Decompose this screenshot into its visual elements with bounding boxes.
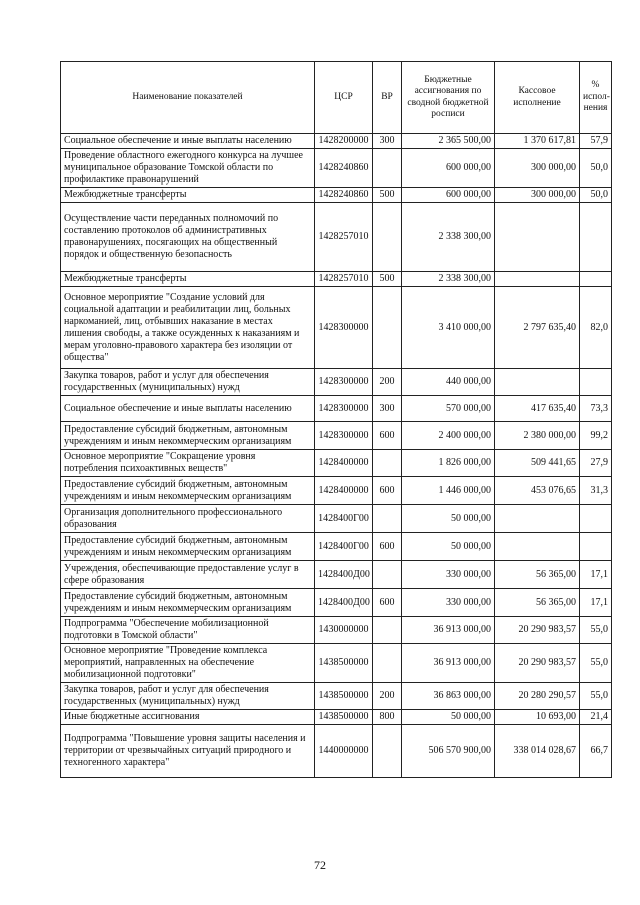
cell-vr: 600 xyxy=(373,422,402,450)
table-row xyxy=(61,561,612,589)
cell-allocation: 50 000,00 xyxy=(402,533,495,561)
cell-name: Предоставление субсидий бюджетным, автономным учреждениям и иным некоммерческим организациям xyxy=(61,477,315,505)
table-row xyxy=(61,644,612,683)
cell-percent: 55,0 xyxy=(580,683,612,710)
cell-name: Закупка товаров, работ и услуг для обеспечения государственных (муниципальных) нужд xyxy=(61,683,315,710)
cell-execution: 338 014 028,67 xyxy=(495,725,580,778)
cell-vr: 600 xyxy=(373,589,402,617)
cell-code: 1428300000 xyxy=(315,369,373,396)
table-row xyxy=(61,533,612,561)
cell-execution xyxy=(495,505,580,533)
cell-allocation: 3 410 000,00 xyxy=(402,287,495,369)
cell-execution: 20 290 983,57 xyxy=(495,644,580,683)
cell-code: 1428300000 xyxy=(315,396,373,422)
table-row xyxy=(61,477,612,505)
cell-name: Основное мероприятие "Проведение комплекса мероприятий, направленных на обеспечение мобилизационной подготовки" xyxy=(61,644,315,683)
cell-vr: 200 xyxy=(373,369,402,396)
cell-code: 1428400Д00 xyxy=(315,589,373,617)
cell-name: Социальное обеспечение и иные выплаты населению xyxy=(61,134,315,149)
cell-name: Основное мероприятие "Сокращение уровня потребления психоактивных веществ" xyxy=(61,450,315,477)
cell-percent xyxy=(580,369,612,396)
cell-execution: 417 635,40 xyxy=(495,396,580,422)
table-row xyxy=(61,134,612,149)
cell-percent: 99,2 xyxy=(580,422,612,450)
cell-allocation: 600 000,00 xyxy=(402,188,495,203)
cell-code: 1428300000 xyxy=(315,287,373,369)
cell-vr xyxy=(373,450,402,477)
budget-table xyxy=(60,61,612,778)
cell-execution xyxy=(495,203,580,272)
cell-execution: 2 797 635,40 xyxy=(495,287,580,369)
cell-allocation: 1 826 000,00 xyxy=(402,450,495,477)
cell-code: 1440000000 xyxy=(315,725,373,778)
cell-vr xyxy=(373,617,402,644)
table-row xyxy=(61,272,612,287)
cell-allocation: 600 000,00 xyxy=(402,149,495,188)
cell-execution: 453 076,65 xyxy=(495,477,580,505)
table-header-row xyxy=(61,62,612,134)
cell-name: Социальное обеспечение и иные выплаты населению xyxy=(61,396,315,422)
table-row xyxy=(61,589,612,617)
cell-vr: 200 xyxy=(373,683,402,710)
cell-execution: 10 693,00 xyxy=(495,710,580,725)
cell-code: 1438500000 xyxy=(315,710,373,725)
header-percent: % испол-нения xyxy=(580,62,612,134)
cell-percent xyxy=(580,533,612,561)
cell-percent: 55,0 xyxy=(580,617,612,644)
cell-code: 1428400Г00 xyxy=(315,505,373,533)
cell-percent xyxy=(580,203,612,272)
cell-percent: 31,3 xyxy=(580,477,612,505)
cell-name: Предоставление субсидий бюджетным, автономным учреждениям и иным некоммерческим организациям xyxy=(61,422,315,450)
cell-name: Предоставление субсидий бюджетным, автономным учреждениям и иным некоммерческим организациям xyxy=(61,533,315,561)
page-number: 72 xyxy=(314,858,326,872)
cell-vr: 500 xyxy=(373,188,402,203)
cell-allocation: 50 000,00 xyxy=(402,505,495,533)
header-code: ЦСР xyxy=(315,62,373,134)
cell-execution: 509 441,65 xyxy=(495,450,580,477)
cell-vr xyxy=(373,561,402,589)
cell-allocation: 1 446 000,00 xyxy=(402,477,495,505)
cell-name: Организация дополнительного профессионального образования xyxy=(61,505,315,533)
cell-code: 1428200000 xyxy=(315,134,373,149)
cell-percent: 66,7 xyxy=(580,725,612,778)
cell-allocation: 36 913 000,00 xyxy=(402,617,495,644)
cell-code: 1428400Г00 xyxy=(315,533,373,561)
cell-name: Основное мероприятие "Создание условий для социальной адаптации и реабилитации лиц, больных наркоманией, лиц, отбывших наказание в местах лишения свободы, а также осужденных к наказаниям и мерам уголовно-правового характера без изоляции от общества" xyxy=(61,287,315,369)
table-row xyxy=(61,188,612,203)
table-row xyxy=(61,203,612,272)
cell-percent: 50,0 xyxy=(580,188,612,203)
cell-allocation: 330 000,00 xyxy=(402,589,495,617)
cell-percent: 17,1 xyxy=(580,589,612,617)
cell-percent xyxy=(580,272,612,287)
cell-execution: 1 370 617,81 xyxy=(495,134,580,149)
cell-vr: 600 xyxy=(373,477,402,505)
cell-vr: 800 xyxy=(373,710,402,725)
cell-code: 1438500000 xyxy=(315,644,373,683)
cell-name: Проведение областного ежегодного конкурса на лучшее муниципальное образование Томской области по профилактике правонарушений xyxy=(61,149,315,188)
cell-allocation: 440 000,00 xyxy=(402,369,495,396)
table-row xyxy=(61,725,612,778)
header-name: Наименование показателей xyxy=(61,62,315,134)
cell-code: 1428300000 xyxy=(315,422,373,450)
cell-allocation: 2 338 300,00 xyxy=(402,203,495,272)
cell-allocation: 50 000,00 xyxy=(402,710,495,725)
cell-name: Межбюджетные трансферты xyxy=(61,188,315,203)
cell-percent: 55,0 xyxy=(580,644,612,683)
cell-name: Учреждения, обеспечивающие предоставление услуг в сфере образования xyxy=(61,561,315,589)
table-row xyxy=(61,287,612,369)
cell-percent: 73,3 xyxy=(580,396,612,422)
table-body xyxy=(61,134,612,778)
cell-name: Предоставление субсидий бюджетным, автономным учреждениям и иным некоммерческим организациям xyxy=(61,589,315,617)
cell-execution xyxy=(495,369,580,396)
cell-execution: 2 380 000,00 xyxy=(495,422,580,450)
cell-execution xyxy=(495,272,580,287)
table-row xyxy=(61,149,612,188)
cell-name: Иные бюджетные ассигнования xyxy=(61,710,315,725)
cell-execution xyxy=(495,533,580,561)
cell-execution: 300 000,00 xyxy=(495,149,580,188)
table-row xyxy=(61,683,612,710)
cell-allocation: 506 570 900,00 xyxy=(402,725,495,778)
cell-name: Межбюджетные трансферты xyxy=(61,272,315,287)
cell-allocation: 36 863 000,00 xyxy=(402,683,495,710)
header-allocation: Бюджетные ассигнования по сводной бюджетной росписи xyxy=(402,62,495,134)
cell-allocation: 2 400 000,00 xyxy=(402,422,495,450)
cell-percent xyxy=(580,505,612,533)
cell-code: 1428240860 xyxy=(315,188,373,203)
table-row xyxy=(61,710,612,725)
cell-percent: 50,0 xyxy=(580,149,612,188)
cell-code: 1428400Д00 xyxy=(315,561,373,589)
header-execution: Кассовое исполнение xyxy=(495,62,580,134)
cell-code: 1428400000 xyxy=(315,477,373,505)
cell-vr: 600 xyxy=(373,533,402,561)
cell-allocation: 2 338 300,00 xyxy=(402,272,495,287)
cell-percent: 21,4 xyxy=(580,710,612,725)
cell-allocation: 330 000,00 xyxy=(402,561,495,589)
header-vr: ВР xyxy=(373,62,402,134)
cell-code: 1438500000 xyxy=(315,683,373,710)
cell-code: 1428400000 xyxy=(315,450,373,477)
cell-percent: 27,9 xyxy=(580,450,612,477)
cell-allocation: 2 365 500,00 xyxy=(402,134,495,149)
cell-vr xyxy=(373,149,402,188)
table-row xyxy=(61,505,612,533)
cell-vr: 500 xyxy=(373,272,402,287)
table-row xyxy=(61,396,612,422)
table-row xyxy=(61,617,612,644)
cell-code: 1428257010 xyxy=(315,272,373,287)
table-row xyxy=(61,422,612,450)
cell-allocation: 36 913 000,00 xyxy=(402,644,495,683)
cell-code: 1428257010 xyxy=(315,203,373,272)
cell-vr xyxy=(373,287,402,369)
cell-name: Закупка товаров, работ и услуг для обеспечения государственных (муниципальных) нужд xyxy=(61,369,315,396)
cell-code: 1428240860 xyxy=(315,149,373,188)
table-row xyxy=(61,369,612,396)
cell-percent: 57,9 xyxy=(580,134,612,149)
cell-execution: 56 365,00 xyxy=(495,589,580,617)
cell-vr: 300 xyxy=(373,396,402,422)
cell-execution: 20 280 290,57 xyxy=(495,683,580,710)
cell-vr xyxy=(373,725,402,778)
cell-vr xyxy=(373,203,402,272)
cell-percent: 17,1 xyxy=(580,561,612,589)
cell-execution: 56 365,00 xyxy=(495,561,580,589)
cell-name: Осуществление части переданных полномочий по составлению протоколов об административных правонарушениях, посягающих на общественный порядок и общественную безопасность xyxy=(61,203,315,272)
cell-vr: 300 xyxy=(373,134,402,149)
table-row xyxy=(61,450,612,477)
cell-code: 1430000000 xyxy=(315,617,373,644)
cell-vr xyxy=(373,644,402,683)
cell-allocation: 570 000,00 xyxy=(402,396,495,422)
cell-name: Подпрограмма "Обеспечение мобилизационной подготовки в Томской области" xyxy=(61,617,315,644)
cell-execution: 300 000,00 xyxy=(495,188,580,203)
cell-vr xyxy=(373,505,402,533)
cell-percent: 82,0 xyxy=(580,287,612,369)
cell-execution: 20 290 983,57 xyxy=(495,617,580,644)
cell-name: Подпрограмма "Повышение уровня защиты населения и территории от чрезвычайных ситуаций природного и техногенного характера" xyxy=(61,725,315,778)
